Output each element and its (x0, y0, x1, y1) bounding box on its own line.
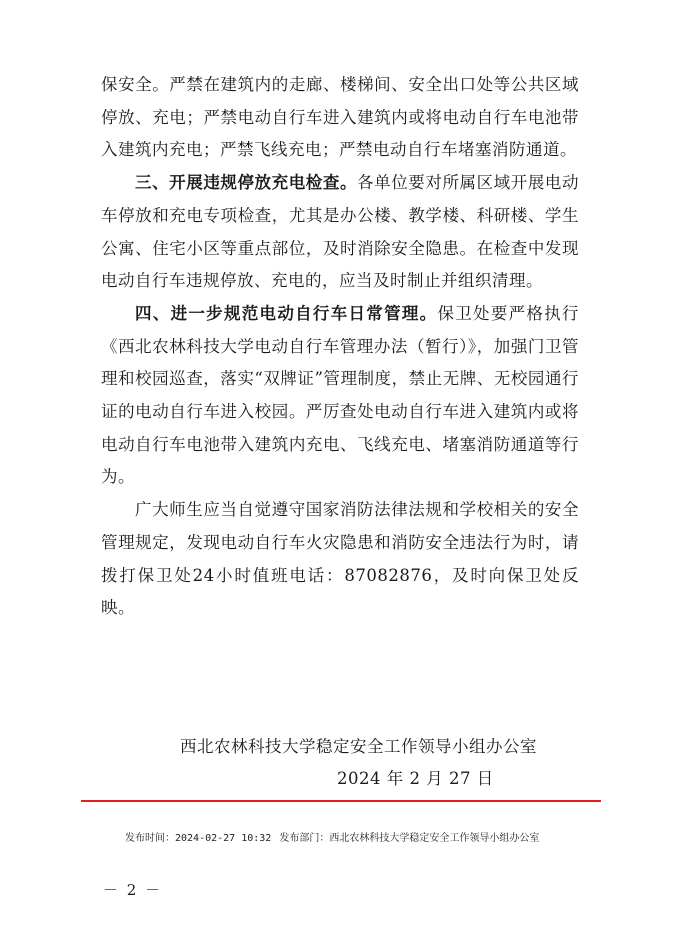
paragraph-continuation (101, 69, 579, 167)
document-body (101, 69, 579, 625)
page-number: － 2 － (103, 881, 163, 899)
red-divider-line (81, 800, 601, 802)
signature-date: 2024 年 2 月 27 日 (337, 769, 494, 788)
paragraph-text: 保卫处要严格执行《西北农林科技大学电动自行车管理办法（暂行）》，加强门卫管理和校园巡查，落实“双牌证”管理制度，禁止无牌、无校园通行证的电动自行车进入校园。严厉查处电动自行车进入建筑内或将电动自行车电池带入建筑内充电、飞线充电、堵塞消防通道等行为。 (101, 303, 580, 487)
signature-organization: 西北农林科技大学稳定安全工作领导小组办公室 (180, 737, 537, 756)
section-three-heading: 三、开展违规停放充电检查。 (135, 173, 358, 193)
publish-department: 发布部门：西北农林科技大学稳定安全工作领导小组办公室 (279, 833, 540, 844)
paragraph-text: 保安全。严禁在建筑内的走廊、楼梯间、安全出口处等公共区域停放、充电；严禁电动自行车进入建筑内或将电动自行车电池带入建筑内充电；严禁飞线充电；严禁电动自行车堵塞消防通道。 (101, 75, 579, 160)
paragraph-text: 广大师生应当自觉遵守国家消防法律法规和学校相关的安全管理规定，发现电动自行车火灾隐患和消防安全违法行为时，请拨打保卫处24小时值班电话：87082876，及时向保卫处反映。 (101, 500, 579, 618)
publish-time: 发布时间：2024-02-27 10:32 (125, 833, 272, 844)
section-four-heading: 四、进一步规范电动自行车日常管理。 (135, 303, 438, 323)
paragraph-section-four (101, 298, 579, 494)
paragraph-section-three (101, 167, 579, 298)
paragraph-text: 各单位要对所属区域开展电动车停放和充电专项检查，尤其是办公楼、教学楼、科研楼、学生公寓、住宅小区等重点部位，及时消除安全隐患。在检查中发现电动自行车违规停放、充电的，应当及时制止并组织清理。 (101, 173, 580, 291)
paragraph-appeal (101, 494, 579, 625)
publish-info (125, 829, 539, 844)
